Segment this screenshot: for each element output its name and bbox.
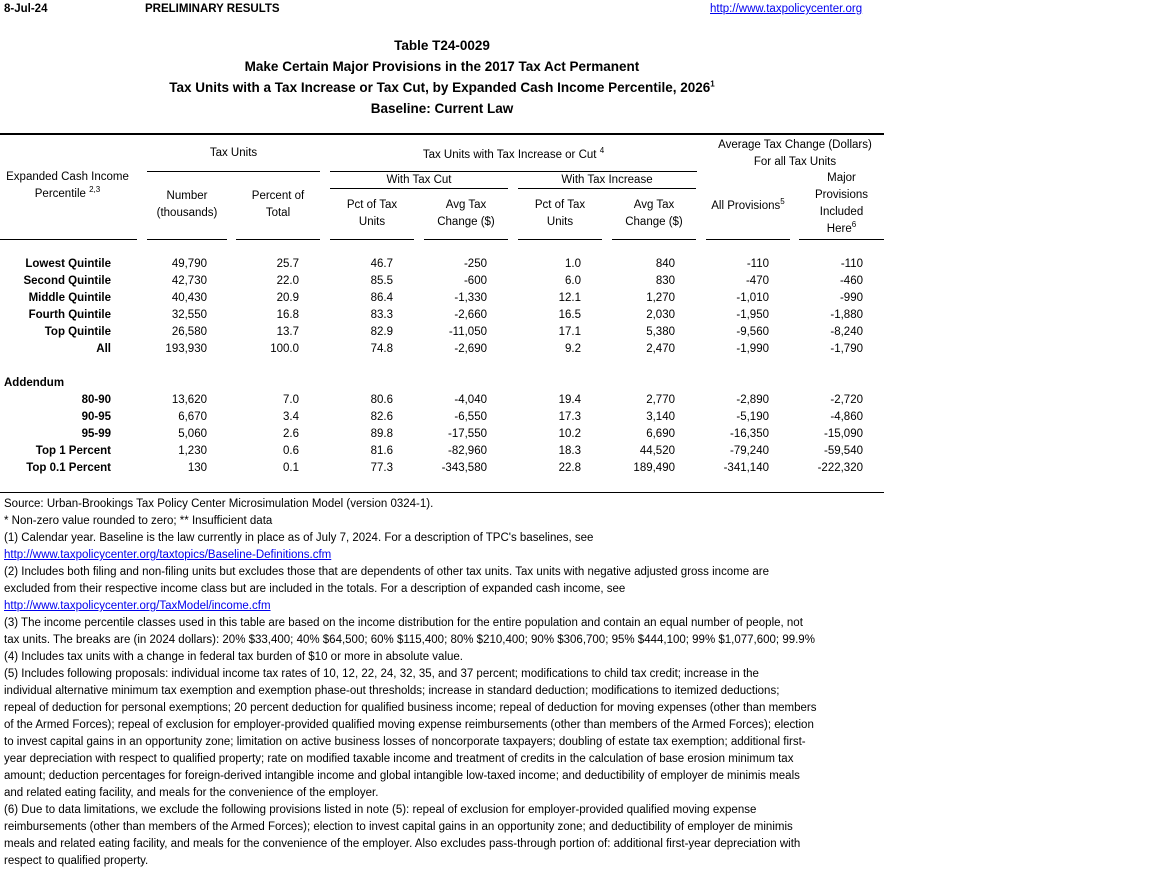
table-bottom-rule [0, 492, 884, 493]
cut-avg-cell: -600 [463, 275, 487, 287]
cut-avg-cell: -6,550 [454, 411, 487, 423]
all-provisions-cell: -341,140 [723, 462, 769, 474]
cut-pct-cell: 74.8 [370, 343, 393, 355]
inc-pct-cell: 1.0 [565, 258, 581, 270]
rule-inc-avg-col [612, 239, 696, 240]
inc-avg-cell: 6,690 [646, 428, 675, 440]
addendum-label: Addendum [4, 377, 65, 389]
inc-pct-cell: 18.3 [558, 445, 581, 457]
table-top-rule [0, 133, 884, 135]
row-label: 90-95 [81, 411, 111, 423]
inc-avg-cell: 830 [655, 275, 675, 287]
number-cell: 5,060 [178, 428, 207, 440]
row-label: 95-99 [81, 428, 111, 440]
number-cell: 32,550 [171, 309, 207, 321]
note-5h: and related eating facility, and meals for the convenience of the employer. [4, 787, 379, 799]
percent-header: Percent of Total [251, 190, 305, 219]
all-provisions-cell: -1,990 [736, 343, 769, 355]
all-provisions-cell: -1,950 [736, 309, 769, 321]
row-label: Top Quintile [44, 326, 111, 338]
inc-pct-header: Pct of Tax Units [534, 199, 586, 228]
percent-cell: 22.0 [276, 275, 299, 287]
note-1: (1) Calendar year. Baseline is the law currently in place as of July 7, 2024. For a description of TPC's baselines, see [4, 532, 594, 544]
inc-pct-cell: 9.2 [565, 343, 581, 355]
cut-pct-header: Pct of Tax Units [346, 199, 398, 228]
percent-cell: 3.4 [283, 411, 299, 423]
percent-cell: 25.7 [276, 258, 299, 270]
percent-cell: 0.1 [283, 462, 299, 474]
cut-pct-cell: 86.4 [370, 292, 393, 304]
all-provisions-cell: -470 [745, 275, 769, 287]
table-id: Table T24-0029 [394, 38, 490, 53]
cut-avg-cell: -4,040 [454, 394, 487, 406]
rule-cut-pct-col [330, 239, 414, 240]
note-2b: excluded from their respective income class but are included in the totals. For a description of expanded cash income, see [4, 583, 626, 595]
avg-change-header: Average Tax Change (Dollars) For all Tax Units [718, 139, 872, 168]
row-label: All [96, 343, 111, 355]
inc-pct-cell: 22.8 [558, 462, 581, 474]
number-cell: 42,730 [171, 275, 207, 287]
title-line-1: Make Certain Major Provisions in the 2017 Tax Act Permanent [244, 59, 640, 74]
inc-avg-cell: 3,140 [646, 411, 675, 423]
number-cell: 130 [187, 462, 207, 474]
title-line-3: Baseline: Current Law [370, 101, 514, 116]
all-provisions-cell: -9,560 [736, 326, 769, 338]
number-cell: 40,430 [171, 292, 207, 304]
inc-avg-cell: 44,520 [639, 445, 675, 457]
incr-cut-header: Tax Units with Tax Increase or Cut $^4$ [422, 146, 605, 161]
cut-avg-cell: -1,330 [454, 292, 487, 304]
cut-pct-cell: 82.6 [370, 411, 393, 423]
inc-pct-cell: 17.3 [558, 411, 581, 423]
with-incr-header: With Tax Increase [561, 174, 653, 186]
inc-avg-cell: 2,770 [646, 394, 675, 406]
rule-inc-pct-col [518, 239, 602, 240]
note-4: (4) Includes tax units with a change in federal tax burden of $10 or more in absolute value. [4, 651, 463, 663]
percent-cell: 13.7 [276, 326, 299, 338]
cut-avg-cell: -11,050 [448, 326, 487, 338]
cut-pct-cell: 81.6 [370, 445, 393, 457]
cut-pct-cell: 89.8 [370, 428, 393, 440]
percent-cell: 20.9 [276, 292, 299, 304]
inc-pct-cell: 12.1 [558, 292, 581, 304]
all-provisions-cell: -2,890 [736, 394, 769, 406]
major-provisions-cell: -1,880 [830, 309, 863, 321]
cut-pct-cell: 83.3 [370, 309, 393, 321]
inc-avg-header: Avg Tax Change ($) [625, 199, 683, 228]
major-provisions-cell: -4,860 [830, 411, 863, 423]
note-2a: (2) Includes both filing and non-filing units but excludes those that are dependents of other tax units. Tax units with negative adjusted gross income are [4, 566, 770, 578]
note-source: Source: Urban-Brookings Tax Policy Center Microsimulation Model (version 0324-1). [4, 498, 434, 510]
major-provisions-cell: -15,090 [823, 428, 863, 440]
inc-pct-cell: 6.0 [565, 275, 581, 287]
cut-avg-cell: -2,660 [454, 309, 487, 321]
inc-avg-cell: 2,030 [646, 309, 675, 321]
number-cell: 1,230 [178, 445, 207, 457]
inc-avg-cell: 1,270 [646, 292, 675, 304]
number-cell: 193,930 [165, 343, 207, 355]
major-provisions-cell: -222,320 [817, 462, 863, 474]
row-label: Top 1 Percent [35, 445, 111, 457]
cut-avg-cell: -250 [463, 258, 487, 270]
inc-avg-cell: 189,490 [633, 462, 675, 474]
note-5b: individual alternative minimum tax exemption and exemption phase-out thresholds; increase in standard deduction; modifications to itemized deductions; [4, 685, 780, 697]
tax-units-header: Tax Units [209, 147, 258, 159]
percent-cell: 7.0 [283, 394, 299, 406]
status-label: PRELIMINARY RESULTS [145, 3, 280, 15]
income-definition-link[interactable]: http://www.taxpolicycenter.org/TaxModel/income.cfm [4, 600, 271, 612]
title-line-2: Tax Units with a Tax Increase or Tax Cut, by Expanded Cash Income Percentile, 2026$^1$ [169, 79, 715, 95]
percent-cell: 2.6 [283, 428, 299, 440]
tpc-website-link[interactable]: http://www.taxpolicycenter.org [710, 3, 863, 15]
rule-all-prov-col [706, 239, 790, 240]
note-5f: year depreciation with respect to qualified property; rate on modified taxable income and treatment of credits in the calculation of base erosion minimum tax [4, 753, 794, 765]
major-provisions-cell: -460 [839, 275, 863, 287]
inc-avg-cell: 840 [655, 258, 675, 270]
all-provisions-cell: -16,350 [729, 428, 769, 440]
cut-avg-header: Avg Tax Change ($) [437, 199, 495, 228]
with-cut-header: With Tax Cut [386, 174, 452, 186]
inc-pct-cell: 16.5 [558, 309, 581, 321]
percent-cell: 0.6 [283, 445, 299, 457]
rule-major-col [799, 239, 884, 240]
note-legend: * Non-zero value rounded to zero; ** Insufficient data [4, 515, 273, 527]
number-cell: 6,670 [178, 411, 207, 423]
rule-label-col [0, 239, 137, 240]
number-header: Number (thousands) [156, 190, 218, 219]
rule-cut-avg-col [424, 239, 508, 240]
major-provisions-cell: -1,790 [830, 343, 863, 355]
all-provisions-cell: -1,010 [736, 292, 769, 304]
row-label-header: Expanded Cash Income Percentile $^{2,3}$ [6, 171, 129, 200]
rule-percent-col [236, 239, 320, 240]
all-provisions-cell: -110 [746, 258, 769, 270]
row-label: Second Quintile [23, 275, 111, 287]
inc-avg-cell: 5,380 [646, 326, 675, 338]
rule-number-col [147, 239, 227, 240]
note-6d: respect to qualified property. [4, 855, 149, 867]
note-6a: (6) Due to data limitations, we exclude the following provisions listed in note (5): repeal of exclusion for employer-provided qualified moving expense [4, 804, 757, 816]
note-5d: of the Armed Forces); repeal of exclusion for employer-provided qualified moving expense reimbursements (other than members of the Armed Forces); election [4, 719, 814, 731]
number-cell: 26,580 [171, 326, 207, 338]
cut-avg-cell: -17,550 [447, 428, 487, 440]
note-6c: meals and related eating facility, and meals for the convenience of the employer. Also excludes pass-through portion of: additional first-year depreciation with [4, 838, 801, 850]
row-label: Middle Quintile [28, 292, 111, 304]
cut-pct-cell: 85.5 [370, 275, 393, 287]
major-provisions-header: Major Provisions Included Here$^6$ [814, 172, 869, 235]
row-label: Lowest Quintile [25, 258, 111, 270]
cut-pct-cell: 46.7 [370, 258, 393, 270]
cut-pct-cell: 82.9 [370, 326, 393, 338]
cut-avg-cell: -2,690 [454, 343, 487, 355]
number-cell: 13,620 [171, 394, 207, 406]
percent-cell: 100.0 [270, 343, 299, 355]
cut-pct-cell: 80.6 [370, 394, 393, 406]
note-5e: to invest capital gains in an opportunity zone; limitation on active business losses of noncorporate taxpayers; doubling of estate tax exemption; additional first- [4, 736, 806, 748]
rule-tax-units [147, 171, 320, 172]
report-date: 8-Jul-24 [4, 3, 48, 15]
inc-pct-cell: 19.4 [558, 394, 581, 406]
notes-section [4, 496, 884, 870]
inc-pct-cell: 10.2 [558, 428, 581, 440]
note-3b: tax units. The breaks are (in 2024 dollars): 20% $33,400; 40% $64,500; 60% $115,400; 80% $210,400; 90% $306,700; 95% $444,100; 99% $1,077,600; 99.9% [4, 634, 815, 646]
note-5a: (5) Includes following proposals: individual income tax rates of 10, 12, 22, 24, 32, 35, and 37 percent; modifications to child tax credit; increase in the [4, 668, 759, 680]
cut-pct-cell: 77.3 [370, 462, 393, 474]
major-provisions-cell: -110 [840, 258, 863, 270]
major-provisions-cell: -2,720 [830, 394, 863, 406]
row-label: Top 0.1 Percent [26, 462, 111, 474]
cut-avg-cell: -343,580 [441, 462, 487, 474]
note-6b: reimbursements (other than members of the Armed Forces); election to invest capital gains in an opportunity zone; and deductibility of employer de minimis [4, 821, 793, 833]
row-label: Fourth Quintile [28, 309, 111, 321]
note-5c: repeal of deduction for personal exemptions; 20 percent deduction for qualified business income; repeal of deduction for moving expenses (other than members [4, 702, 817, 714]
inc-avg-cell: 2,470 [646, 343, 675, 355]
all-provisions-header: All Provisions$^5$ [711, 197, 785, 212]
row-label: 80-90 [81, 394, 111, 406]
note-5g: amount; deduction percentages for foreign-derived intangible income and global intangible low-taxed income; and deductibility of employer de minimis meals [4, 770, 800, 782]
note-3a: (3) The income percentile classes used in this table are based on the income distribution for the entire population and contain an equal number of people, not [4, 617, 803, 629]
inc-pct-cell: 17.1 [558, 326, 581, 338]
all-provisions-cell: -79,240 [729, 445, 769, 457]
cut-avg-cell: -82,960 [447, 445, 487, 457]
number-cell: 49,790 [171, 258, 207, 270]
percent-cell: 16.8 [276, 309, 299, 321]
major-provisions-cell: -8,240 [830, 326, 863, 338]
baseline-definitions-link[interactable]: http://www.taxpolicycenter.org/taxtopics/Baseline-Definitions.cfm [4, 549, 332, 561]
major-provisions-cell: -59,540 [823, 445, 863, 457]
major-provisions-cell: -990 [839, 292, 863, 304]
all-provisions-cell: -5,190 [736, 411, 769, 423]
